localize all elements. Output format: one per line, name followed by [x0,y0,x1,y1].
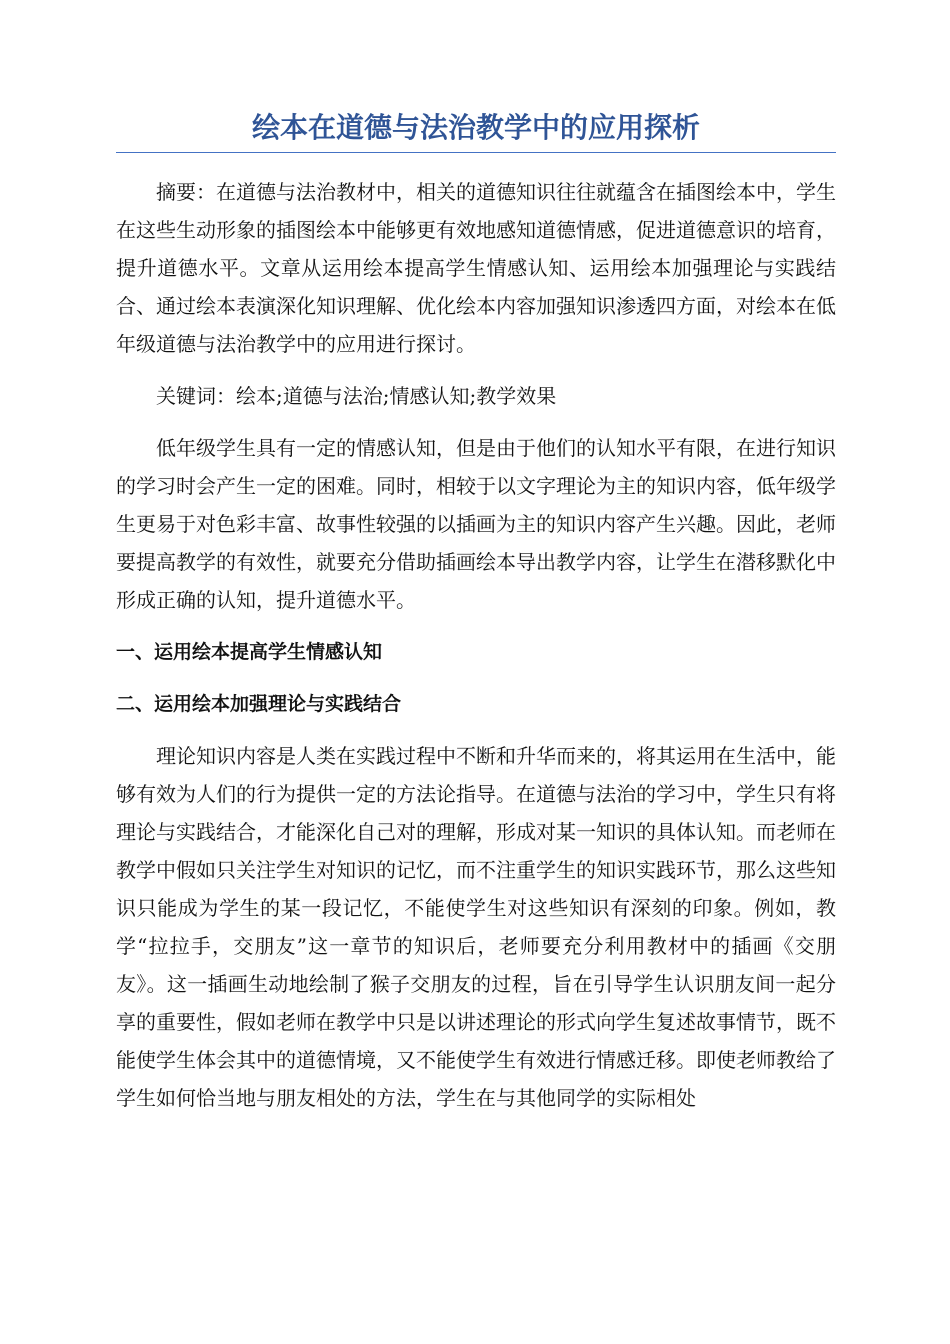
section-2-body-paragraph: 理论知识内容是人类在实践过程中不断和升华而来的，将其运用在生活中，能够有效为人们的行为提供一定的方法论指导。在道德与法治的学习中，学生只有将理论与实践结合，才能深化自己对的理解，形成对某一知识的具体认知。而老师在教学中假如只关注学生对知识的记忆，而不注重学生的知识实践环节，那么这些知识只能成为学生的某一段记忆，不能使学生对这些知识有深刻的印象。例如，教学“拉拉手，交朋友”这一章节的知识后，老师要充分利用教材中的插画《交朋友》。这一插画生动地绘制了猴子交朋友的过程，旨在引导学生认识朋友间一起分享的重要性，假如老师在教学中只是以讲述理论的形式向学生复述故事情节，既不能使学生体会其中的道德情境，又不能使学生有效进行情感迁移。即使老师教给了学生如何恰当地与朋友相处的方法，学生在与其他同学的实际相处 [116,744,836,1110]
section-2-heading: 二、运用绘本加强理论与实践结合 [116,693,402,715]
section-1-heading: 一、运用绘本提高学生情感认知 [116,641,383,663]
abstract-paragraph: 摘要：在道德与法治教材中，相关的道德知识往往就蕴含在插图绘本中，学生在这些生动形象的插图绘本中能够更有效地感知道德情感，促进道德意识的培育，提升道德水平。文章从运用绘本提高学生情感认知、运用绘本加强理论与实践结合、通过绘本表演深化知识理解、优化绘本内容加强知识渗透四方面，对绘本在低年级道德与法治教学中的应用进行探讨。 [116,180,836,356]
intro-paragraph: 低年级学生具有一定的情感认知，但是由于他们的认知水平有限，在进行知识的学习时会产生一定的困难。同时，相较于以文字理论为主的知识内容，低年级学生更易于对色彩丰富、故事性较强的以插画为主的知识内容产生兴趣。因此，老师要提高教学的有效性，就要充分借助插画绘本导出教学内容，让学生在潜移默化中形成正确的认知，提升道德水平。 [116,436,836,612]
document-title: 绘本在道德与法治教学中的应用探析 [116,108,836,153]
document-content [116,108,836,1117]
keywords-paragraph: 关键词：绘本;道德与法治;情感认知;教学效果 [156,384,557,408]
